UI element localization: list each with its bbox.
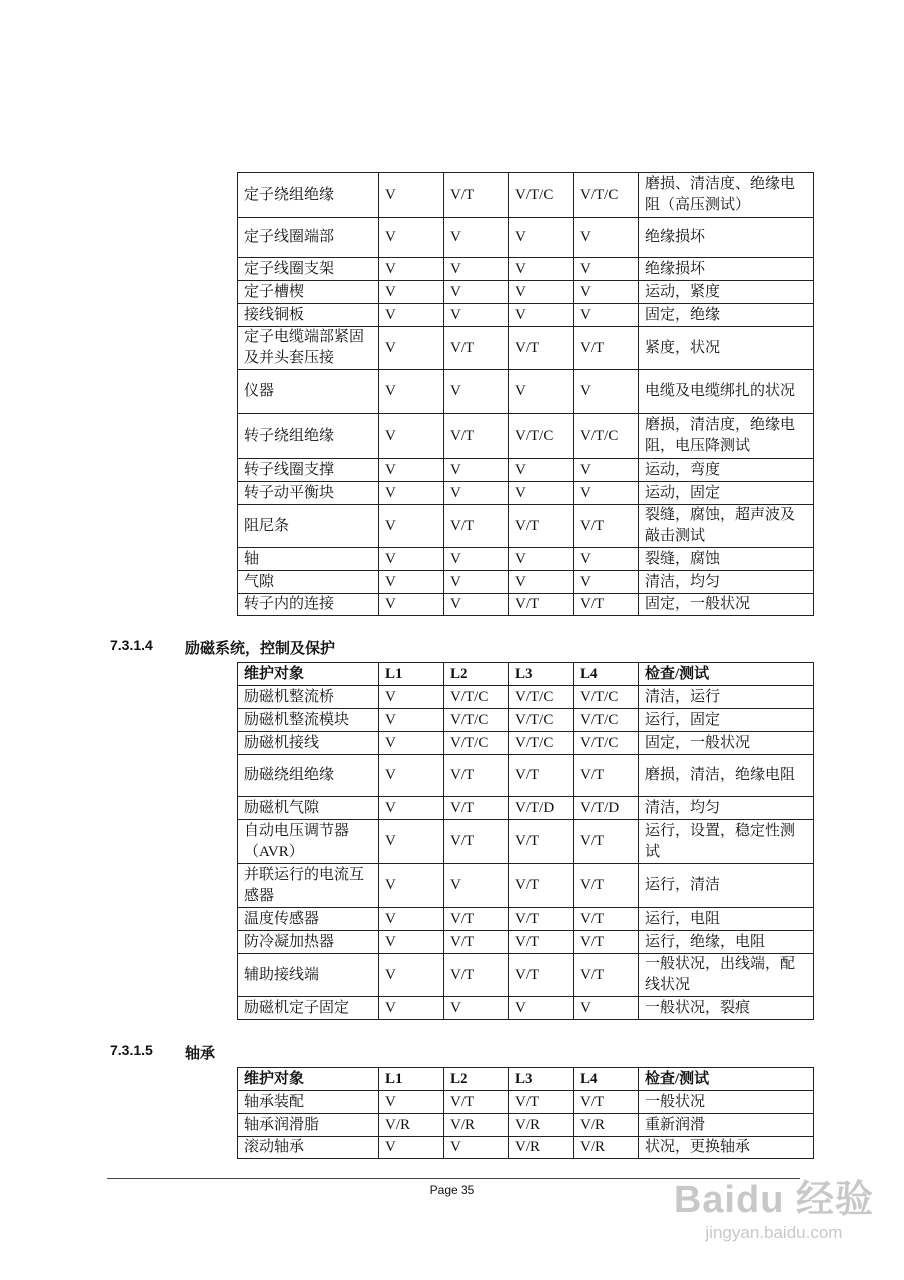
table-cell: V/T/C (509, 173, 574, 218)
table-cell: V (444, 1137, 509, 1159)
table-cell: V/T (444, 1091, 509, 1114)
column-header: L2 (444, 663, 509, 686)
table-cell: 清洁，均匀 (639, 797, 814, 820)
column-header: L2 (444, 1068, 509, 1091)
table-cell: 运行，清洁 (639, 864, 814, 908)
table-cell: V/T (509, 931, 574, 954)
table-cell: V (574, 304, 639, 327)
table-cell: V (574, 281, 639, 304)
table-cell: 轴 (238, 548, 379, 571)
table-cell: V/T (509, 864, 574, 908)
table-cell: 励磁机接线 (238, 732, 379, 755)
table-cell: V (379, 548, 444, 571)
table-cell: 辅助接线端 (238, 954, 379, 997)
table-cell: V (379, 755, 444, 797)
table-cell: V (379, 571, 444, 594)
table-cell: V/T/C (444, 732, 509, 755)
table-cell: V/T (574, 931, 639, 954)
table-cell: V (444, 218, 509, 258)
table-cell: 并联运行的电流互感器 (238, 864, 379, 908)
table-cell: V/T (509, 755, 574, 797)
table-cell: 一般状况 (639, 1091, 814, 1114)
table-row (238, 327, 814, 370)
table-cell: 轴承装配 (238, 1091, 379, 1114)
table-row (238, 414, 814, 459)
table-cell: V (379, 686, 444, 709)
table-cell: V/T (574, 1091, 639, 1114)
table-cell: V (509, 997, 574, 1020)
table-cell: V/T (509, 908, 574, 931)
table-cell: V (509, 370, 574, 414)
table-row (238, 797, 814, 820)
table-cell: V/T (509, 954, 574, 997)
section-title: 轴承 (185, 1044, 216, 1062)
table-cell: V (574, 370, 639, 414)
table-row (238, 370, 814, 414)
table-cell: V (379, 281, 444, 304)
table-cell: 运行，电阻 (639, 908, 814, 931)
table-cell: V/T/D (574, 797, 639, 820)
table-cell: V/T (509, 1091, 574, 1114)
table-cell: V/T/C (574, 732, 639, 755)
table-cell: 励磁机气隙 (238, 797, 379, 820)
table-row (238, 482, 814, 505)
table-cell: V/T (444, 820, 509, 864)
table-cell: V/T/C (509, 709, 574, 732)
table-cell: V/T/C (509, 686, 574, 709)
table-cell: 紧度，状况 (639, 327, 814, 370)
table-cell: 裂缝，腐蚀 (639, 548, 814, 571)
table-cell: V/T (444, 327, 509, 370)
table-cell: V/T (574, 954, 639, 997)
table-cell: 防冷凝加热器 (238, 931, 379, 954)
section-title: 励磁系统，控制及保护 (185, 639, 336, 657)
table-cell: V (509, 281, 574, 304)
table-cell: 定子线圈支架 (238, 258, 379, 281)
table-cell: V/R (509, 1137, 574, 1159)
column-header: L1 (379, 663, 444, 686)
table-cell: 磨损，清洁，绝缘电阻 (639, 755, 814, 797)
table-cell: V (444, 258, 509, 281)
table-cell: 转子内的连接 (238, 594, 379, 616)
table-cell: V (379, 864, 444, 908)
table-cell: V (444, 370, 509, 414)
section-heading-7-3-1-4 (110, 637, 336, 657)
table-cell: V (379, 997, 444, 1020)
table-cell: V (509, 571, 574, 594)
table-cell: 一般状况，出线端，配线状况 (639, 954, 814, 997)
table-row (238, 1114, 814, 1137)
table-cell: V (379, 370, 444, 414)
table-cell: 固定，绝缘 (639, 304, 814, 327)
table-cell: 清洁，均匀 (639, 571, 814, 594)
table-row (238, 505, 814, 548)
table-cell: V (379, 908, 444, 931)
table-cell: V (379, 732, 444, 755)
table-cell: V (509, 548, 574, 571)
table-cell: V (444, 997, 509, 1020)
table-row (238, 686, 814, 709)
table-cell: V (379, 414, 444, 459)
table-cell: V/T (574, 864, 639, 908)
table-cell: V (379, 1137, 444, 1159)
table-row (238, 908, 814, 931)
table-cell: 绝缘损坏 (639, 218, 814, 258)
column-header: 维护对象 (238, 1068, 379, 1091)
table-cell: V (379, 594, 444, 616)
table-cell: 定子电缆端部紧固及并头套压接 (238, 327, 379, 370)
table-cell: V/T (509, 327, 574, 370)
table-cell: V/T (444, 908, 509, 931)
table-row (238, 304, 814, 327)
table-cell: V/T/C (574, 173, 639, 218)
table-row (238, 864, 814, 908)
column-header: 检查/测试 (639, 1068, 814, 1091)
table-cell: 运行，设置，稳定性测试 (639, 820, 814, 864)
table-row (238, 954, 814, 997)
table-cell: V (379, 797, 444, 820)
stator-rotor-table (237, 172, 814, 616)
table-cell: V/T/C (574, 709, 639, 732)
table-cell: V (574, 482, 639, 505)
table-cell: V (444, 482, 509, 505)
table-row (238, 997, 814, 1020)
table-row (238, 1137, 814, 1159)
column-header: L4 (574, 1068, 639, 1091)
table-cell: V/R (574, 1137, 639, 1159)
table-cell: 自动电压调节器（AVR） (238, 820, 379, 864)
table-cell: 转子线圈支撑 (238, 459, 379, 482)
table-cell: 绝缘损坏 (639, 258, 814, 281)
baidu-watermark: Baidu 经验 jingyan.baidu.com (673, 1179, 874, 1242)
table-row (238, 820, 814, 864)
table-cell: V/R (379, 1114, 444, 1137)
table-cell: 接线铜板 (238, 304, 379, 327)
table-row (238, 594, 814, 616)
table-cell: 磨损，清洁度，绝缘电阻，电压降测试 (639, 414, 814, 459)
table-row (238, 548, 814, 571)
table-row (238, 459, 814, 482)
table-row (238, 173, 814, 218)
column-header: L3 (509, 1068, 574, 1091)
column-header: L1 (379, 1068, 444, 1091)
table-row (238, 931, 814, 954)
table-cell: V/R (444, 1114, 509, 1137)
table-row (238, 258, 814, 281)
watermark-url: jingyan.baidu.com (705, 1223, 843, 1242)
table-cell: V/T (509, 505, 574, 548)
table-cell: 清洁，运行 (639, 686, 814, 709)
table-cell: 励磁机整流桥 (238, 686, 379, 709)
table-cell: V (379, 304, 444, 327)
table-cell: 运行，绝缘，电阻 (639, 931, 814, 954)
table-cell: V/T (444, 755, 509, 797)
table-cell: V/T (574, 505, 639, 548)
table-cell: V (509, 304, 574, 327)
table-cell: 运动，弯度 (639, 459, 814, 482)
table-cell: 气隙 (238, 571, 379, 594)
table-cell: V (379, 258, 444, 281)
table-cell: V (574, 218, 639, 258)
table-cell: 定子槽楔 (238, 281, 379, 304)
table-cell: V/T (444, 797, 509, 820)
table-cell: 固定，一般状况 (639, 732, 814, 755)
table-cell: V/T (574, 327, 639, 370)
table-cell: V/T (444, 505, 509, 548)
table-cell: V (574, 258, 639, 281)
column-header: 维护对象 (238, 663, 379, 686)
table-cell: V (574, 459, 639, 482)
table-row (238, 732, 814, 755)
table-cell: 磨损、清洁度、绝缘电阻（高压测试） (639, 173, 814, 218)
table-cell: V (444, 571, 509, 594)
table-cell: V/T (509, 594, 574, 616)
table-cell: V (379, 709, 444, 732)
table-cell: V/T/C (574, 686, 639, 709)
table-row (238, 281, 814, 304)
section-number: 7.3.1.5 (110, 1042, 153, 1058)
table-header-row (238, 1068, 814, 1091)
table-cell: 温度传感器 (238, 908, 379, 931)
table-cell: V (509, 459, 574, 482)
table-cell: V/T/D (509, 797, 574, 820)
page-number: Page 35 (429, 1183, 475, 1197)
column-header: L4 (574, 663, 639, 686)
table-cell: V/T (574, 908, 639, 931)
table-cell: V/T/C (574, 414, 639, 459)
table-cell: 励磁机整流模块 (238, 709, 379, 732)
table-cell: V (509, 258, 574, 281)
table-cell: 阻尼条 (238, 505, 379, 548)
table-cell: 固定，一般状况 (639, 594, 814, 616)
table-cell: 仪器 (238, 370, 379, 414)
table-cell: V/T (444, 931, 509, 954)
table-cell: V/T (444, 414, 509, 459)
table-row (238, 571, 814, 594)
table-cell: V (509, 482, 574, 505)
table-cell: V (379, 482, 444, 505)
table-cell: V/T/C (444, 686, 509, 709)
table-cell: 转子动平衡块 (238, 482, 379, 505)
table-cell: 运动，固定 (639, 482, 814, 505)
table-cell: 裂缝，腐蚀，超声波及敲击测试 (639, 505, 814, 548)
table-cell: 轴承润滑脂 (238, 1114, 379, 1137)
table-cell: 定子绕组绝缘 (238, 173, 379, 218)
table-cell: V (444, 864, 509, 908)
table-cell: V/R (509, 1114, 574, 1137)
table-cell: 励磁机定子固定 (238, 997, 379, 1020)
table-cell: 励磁绕组绝缘 (238, 755, 379, 797)
table-cell: V (574, 997, 639, 1020)
table-cell: 定子线圈端部 (238, 218, 379, 258)
table-cell: V/R (574, 1114, 639, 1137)
table-cell: V/T (444, 173, 509, 218)
bearing-table (237, 1067, 814, 1159)
table-row (238, 218, 814, 258)
table-cell: 运动，紧度 (639, 281, 814, 304)
table-cell: V/T/C (509, 414, 574, 459)
table-cell: V/T (574, 820, 639, 864)
table-cell: V (444, 304, 509, 327)
column-header: L3 (509, 663, 574, 686)
column-header: 检查/测试 (639, 663, 814, 686)
table-row (238, 1091, 814, 1114)
table-cell: V (444, 548, 509, 571)
table-row (238, 709, 814, 732)
table-cell: V (574, 571, 639, 594)
table-cell: V/T/C (509, 732, 574, 755)
section-number: 7.3.1.4 (110, 637, 153, 653)
table-cell: V (379, 954, 444, 997)
table-cell: 一般状况，裂痕 (639, 997, 814, 1020)
table-cell: 滚动轴承 (238, 1137, 379, 1159)
table-cell: V/T (509, 820, 574, 864)
table-cell: V (444, 459, 509, 482)
table-cell: 运行，固定 (639, 709, 814, 732)
table-cell: 状况，更换轴承 (639, 1137, 814, 1159)
table-cell: V (444, 281, 509, 304)
table-cell: 电缆及电缆绑扎的状况 (639, 370, 814, 414)
table-cell: V/T (574, 755, 639, 797)
table-cell: 转子绕组绝缘 (238, 414, 379, 459)
excitation-table (237, 662, 814, 1020)
table-cell: V (574, 548, 639, 571)
table-cell: V (379, 931, 444, 954)
table-cell: V (379, 173, 444, 218)
section-heading-7-3-1-5 (110, 1042, 216, 1062)
table-cell: V (379, 505, 444, 548)
table-cell: V (444, 594, 509, 616)
table-cell: V/T (444, 954, 509, 997)
table-cell: V/T (574, 594, 639, 616)
table-cell: V (379, 327, 444, 370)
table-cell: V (379, 218, 444, 258)
table-header-row (238, 663, 814, 686)
table-cell: 重新润滑 (639, 1114, 814, 1137)
table-cell: V (509, 218, 574, 258)
table-cell: V (379, 1091, 444, 1114)
table-cell: V/T/C (444, 709, 509, 732)
table-cell: V (379, 820, 444, 864)
table-row (238, 755, 814, 797)
table-cell: V (379, 459, 444, 482)
